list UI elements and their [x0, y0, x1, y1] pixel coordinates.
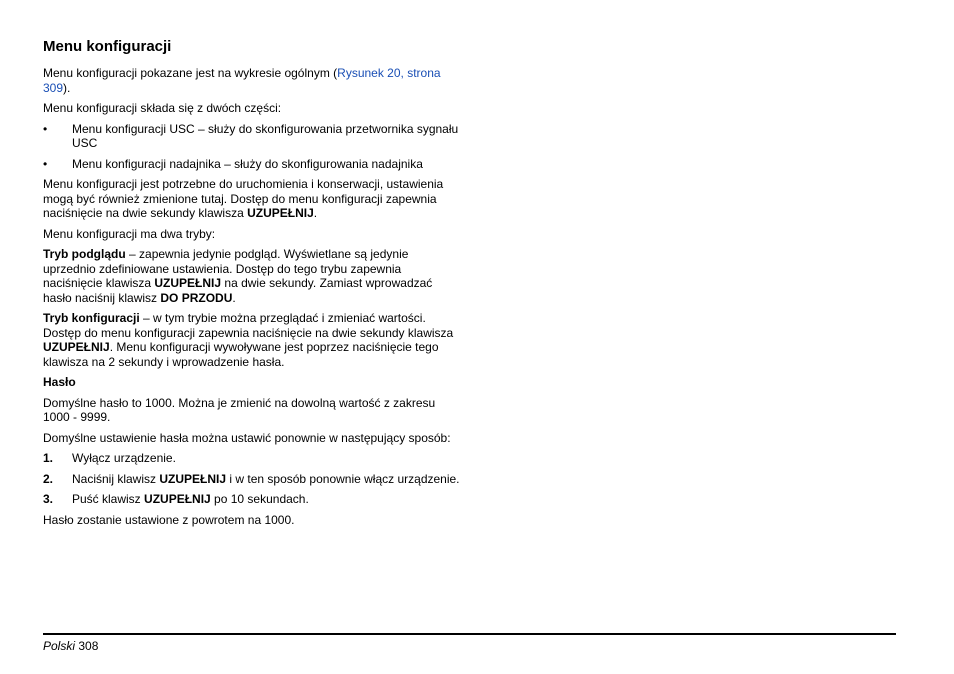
parts-list [43, 122, 463, 172]
reset-intro: Domyślne ustawienie hasła można ustawić ponownie w następujący sposób: [43, 430, 451, 445]
page-footer [43, 639, 98, 653]
mode-label: Tryb podglądu [43, 247, 126, 261]
key-name: UZUPEŁNIJ [43, 340, 110, 354]
step-number: 2. [43, 471, 54, 486]
step-item: 2. Naciśnij klawisz UZUPEŁNIJ i w ten sposób ponownie włącz urządzenie. [43, 471, 460, 486]
page-number: 308 [78, 639, 99, 653]
reset-result: Hasło zostanie ustawione z powrotem na 1000. [43, 512, 295, 527]
key-name: UZUPEŁNIJ [144, 492, 211, 506]
step-number: 3. [43, 492, 54, 506]
password-heading: Hasło [43, 375, 76, 389]
step-number: 1. [43, 451, 54, 465]
document-body [43, 38, 463, 533]
step-item: 1. Wyłącz urządzenie. [43, 451, 176, 465]
list-item: • Menu konfiguracji USC – służy do skonfigurowania przetwornika sygnału USC [43, 121, 459, 150]
mode-view-paragraph: Tryb podglądu – zapewnia jedynie podgląd. Wyświetlane są jedynie uprzednio zdefiniowane ustawienia. Dostęp do tego trybu zapewnia naciśnięcie klawisza UZUPEŁNIJ na dwie sekundy. Zamiast wprowadzać hasło naciśnij klawisz DO PRZODU. [43, 247, 433, 305]
key-name: DO PRZODU [160, 290, 233, 305]
modes-intro: Menu konfiguracji ma dwa tryby: [43, 226, 216, 241]
figure-link[interactable]: Rysunek 20, strona 309 [43, 66, 441, 95]
section-heading: Menu konfiguracji [43, 38, 172, 55]
parts-intro: Menu konfiguracji składa się z dwóch części: [43, 101, 282, 115]
footer-language: Polski [43, 639, 76, 653]
reset-steps [43, 451, 463, 507]
intro-paragraph: Menu konfiguracji pokazane jest na wykresie ogólnym (Rysunek 20, strona 309). [43, 66, 441, 95]
list-item: • Menu konfiguracji nadajnika – służy do skonfigurowania nadajnika [43, 156, 423, 171]
key-name: UZUPEŁNIJ [159, 471, 227, 486]
key-name: UZUPEŁNIJ [154, 276, 222, 290]
footer-divider [43, 633, 896, 635]
mode-config-paragraph: Tryb konfiguracji – w tym trybie można przeglądać i zmieniać wartości. Dostęp do menu konfiguracji zapewnia naciśnięcie na dwie sekundy klawisza UZUPEŁNIJ. Menu konfiguracji wywoływane jest poprzez naciśnięcie tego klawisza na 2 sekundy i wprowadzenie hasła. [43, 311, 454, 369]
bullet-marker: • [43, 121, 48, 136]
key-name: UZUPEŁNIJ [247, 206, 314, 220]
startup-paragraph: Menu konfiguracji jest potrzebne do uruchomienia i konserwacji, ustawienia mogą być również zmienione tutaj. Dostęp do menu konfiguracji zapewnia naciśnięcie na dwie sekundy klawisza UZUPEŁNIJ. [43, 177, 444, 220]
mode-label: Tryb konfiguracji [43, 311, 140, 325]
password-default: Domyślne hasło to 1000. Można je zmienić na dowolną wartość z zakresu 1000 - 9999. [43, 395, 436, 424]
step-item: 3. Puść klawisz UZUPEŁNIJ po 10 sekundach. [43, 492, 309, 506]
bullet-marker: • [43, 156, 48, 171]
